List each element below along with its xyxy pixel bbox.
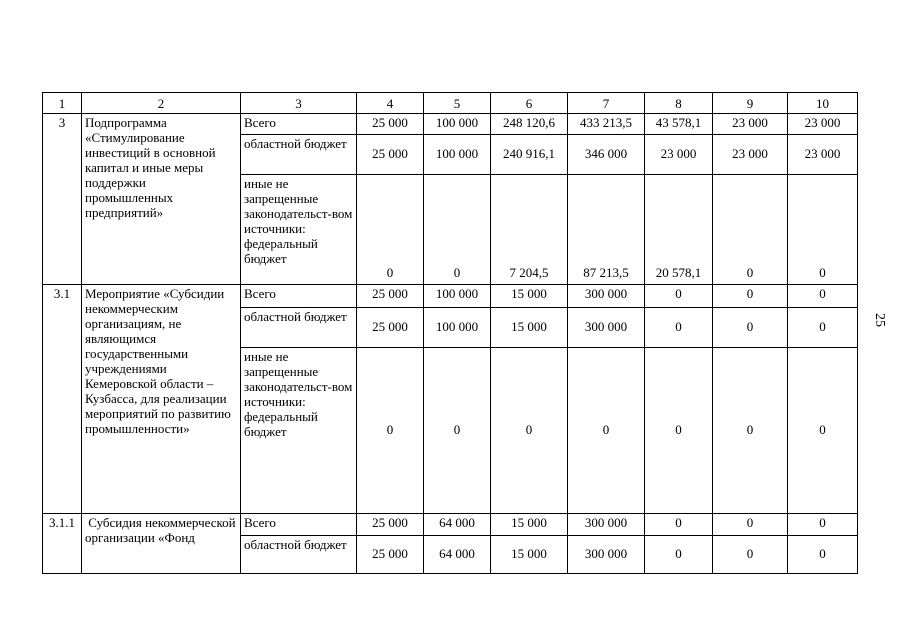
value-cell: 25 000: [357, 514, 424, 536]
value-cell: 0: [424, 348, 491, 514]
value-cell: 0: [645, 536, 713, 574]
header-cell: 7: [568, 93, 645, 114]
value-cell: 15 000: [491, 536, 568, 574]
value-cell: 23 000: [645, 135, 713, 175]
row-code: 3.1: [43, 285, 82, 514]
value-cell: 0: [788, 175, 858, 285]
value-cell: 15 000: [491, 285, 568, 308]
value-cell: 0: [357, 175, 424, 285]
value-cell: 0: [713, 348, 788, 514]
header-cell: 10: [788, 93, 858, 114]
value-cell: 300 000: [568, 536, 645, 574]
value-cell: 0: [357, 348, 424, 514]
value-cell: 300 000: [568, 285, 645, 308]
value-cell: 87 213,5: [568, 175, 645, 285]
value-cell: 100 000: [424, 285, 491, 308]
value-cell: 100 000: [424, 135, 491, 175]
source-cell: областной бюджет: [241, 536, 357, 574]
budget-table: [42, 92, 858, 574]
value-cell: 433 213,5: [568, 114, 645, 135]
source-cell: областной бюджет: [241, 308, 357, 348]
value-cell: 25 000: [357, 536, 424, 574]
page-number: 25: [872, 313, 887, 327]
value-cell: 23 000: [788, 135, 858, 175]
value-cell: 15 000: [491, 514, 568, 536]
row-name: Субсидия некоммерческой организации «Фонд: [82, 514, 241, 574]
value-cell: 100 000: [424, 114, 491, 135]
value-cell: 25 000: [357, 308, 424, 348]
source-cell: Всего: [241, 114, 357, 135]
header-cell: 1: [43, 93, 82, 114]
row-name: Подпрограмма «Стимулирование инвестиций в основной капитал и иные меры поддержки промышленных предприятий»: [82, 114, 241, 285]
value-cell: 64 000: [424, 514, 491, 536]
value-cell: 0: [788, 514, 858, 536]
source-cell: областной бюджет: [241, 135, 357, 175]
header-row: [43, 93, 858, 114]
value-cell: 0: [713, 536, 788, 574]
value-cell: 0: [713, 514, 788, 536]
row-code: 3.1.1: [43, 514, 82, 574]
source-cell: иные не запрещенные законодательст-вом источники: федеральный бюджет: [241, 175, 357, 285]
value-cell: 15 000: [491, 308, 568, 348]
value-cell: 0: [788, 308, 858, 348]
value-cell: 100 000: [424, 308, 491, 348]
table-row: [43, 285, 858, 308]
value-cell: 23 000: [788, 114, 858, 135]
table-row: [43, 514, 858, 536]
value-cell: 23 000: [713, 114, 788, 135]
row-code: 3: [43, 114, 82, 285]
value-cell: 43 578,1: [645, 114, 713, 135]
value-cell: 0: [645, 348, 713, 514]
value-cell: 25 000: [357, 135, 424, 175]
value-cell: 64 000: [424, 536, 491, 574]
value-cell: 0: [713, 285, 788, 308]
value-cell: 0: [788, 536, 858, 574]
value-cell: 240 916,1: [491, 135, 568, 175]
value-cell: 20 578,1: [645, 175, 713, 285]
value-cell: 23 000: [713, 135, 788, 175]
table-row: [43, 114, 858, 135]
value-cell: 0: [645, 308, 713, 348]
header-cell: 9: [713, 93, 788, 114]
header-cell: 6: [491, 93, 568, 114]
value-cell: 346 000: [568, 135, 645, 175]
value-cell: 0: [424, 175, 491, 285]
value-cell: 248 120,6: [491, 114, 568, 135]
value-cell: 0: [713, 175, 788, 285]
header-cell: 3: [241, 93, 357, 114]
header-cell: 5: [424, 93, 491, 114]
value-cell: 0: [568, 348, 645, 514]
value-cell: 25 000: [357, 285, 424, 308]
source-cell: Всего: [241, 285, 357, 308]
value-cell: 0: [491, 348, 568, 514]
header-cell: 2: [82, 93, 241, 114]
row-name: Мероприятие «Субсидии некоммерческим организациям, не являющимся государственными учреждениями Кемеровской области – Кузбасса, для реализации мероприятий по развитию промышленности»: [82, 285, 241, 514]
value-cell: 300 000: [568, 308, 645, 348]
value-cell: 300 000: [568, 514, 645, 536]
value-cell: 0: [788, 285, 858, 308]
source-cell: иные не запрещенные законодательст-вом источники: федеральный бюджет: [241, 348, 357, 514]
header-cell: 4: [357, 93, 424, 114]
value-cell: 0: [645, 514, 713, 536]
value-cell: 0: [713, 308, 788, 348]
value-cell: 0: [645, 285, 713, 308]
source-cell: Всего: [241, 514, 357, 536]
value-cell: 25 000: [357, 114, 424, 135]
value-cell: 0: [788, 348, 858, 514]
value-cell: 7 204,5: [491, 175, 568, 285]
header-cell: 8: [645, 93, 713, 114]
